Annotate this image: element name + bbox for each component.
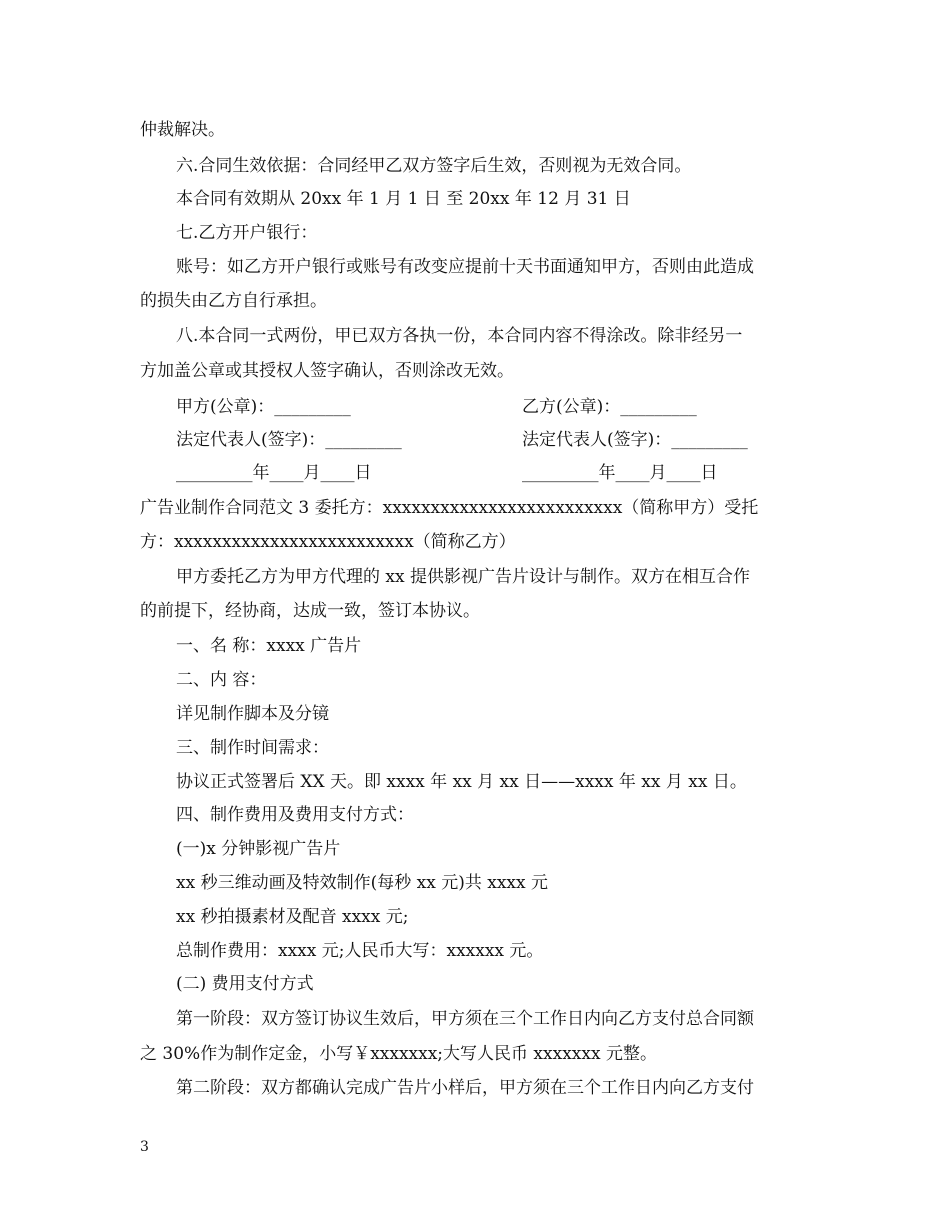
paragraph-line: xx 秒拍摄素材及配音 xxxx 元;	[176, 907, 409, 927]
paragraph-line: 的前提下，经协商，达成一致，签订本协议。	[140, 601, 480, 621]
paragraph-line: 方加盖公章或其授权人签字确认，否则涂改无效。	[140, 361, 514, 381]
party-b-date: _________年____月____日	[522, 463, 718, 483]
paragraph-line: 的损失由乙方自行承担。	[140, 291, 327, 311]
paragraph-line: (一)x 分钟影视广告片	[176, 839, 341, 859]
paragraph-line: 第一阶段：双方签订协议生效后，甲方须在三个工作日内向乙方支付总合同额	[176, 1009, 754, 1029]
page-number: 3	[140, 1139, 149, 1155]
paragraph-line: 七.乙方开户银行：	[176, 223, 318, 243]
clause-fees: 四、制作费用及费用支付方式：	[176, 805, 414, 825]
clause-content: 二、内 容：	[176, 670, 267, 690]
paragraph-line: 第二阶段：双方都确认完成广告片小样后，甲方须在三个工作日内向乙方支付	[176, 1078, 754, 1098]
paragraph-line: 账号：如乙方开户银行或账号有改变应提前十天书面通知甲方，否则由此造成	[176, 257, 754, 277]
contract-heading-line: 广告业制作合同范文 3 委托方：xxxxxxxxxxxxxxxxxxxxxxxxx（简称甲方）受托	[140, 498, 759, 518]
paragraph-line: 六.合同生效依据：合同经甲乙双方签字后生效，否则视为无效合同。	[176, 156, 692, 176]
paragraph-line: 总制作费用：xxxx 元;人民币大写：xxxxxx 元。	[176, 941, 544, 961]
paragraph-line: 八.本合同一式两份，甲已双方各执一份，本合同内容不得涂改。除非经另一	[176, 326, 743, 346]
paragraph-line: 详见制作脚本及分镜	[176, 704, 329, 724]
signature-row-rep	[176, 429, 816, 451]
signature-row-date	[176, 462, 816, 484]
party-a-date: _________年____月____日	[176, 463, 372, 483]
paragraph-line: 仲裁解决。	[140, 120, 225, 140]
paragraph-line: 甲方委托乙方为甲方代理的 xx 提供影视广告片设计与制作。双方在相互合作	[176, 567, 750, 587]
party-a-rep: 法定代表人(签字)：_________	[176, 430, 402, 450]
paragraph-line: 方：xxxxxxxxxxxxxxxxxxxxxxxxx（简称乙方）	[140, 532, 516, 552]
party-b-seal: 乙方(公章)：_________	[522, 397, 697, 417]
paragraph-line: 之 30%作为制作定金，小写￥xxxxxxx;大写人民币 xxxxxxx 元整。	[140, 1044, 657, 1064]
signature-row-seal	[176, 396, 816, 418]
paragraph-line: (二) 费用支付方式	[176, 974, 314, 994]
paragraph-line: xx 秒三维动画及特效制作(每秒 xx 元)共 xxxx 元	[176, 873, 548, 893]
paragraph-line: 协议正式签署后 XX 天。即 xxxx 年 xx 月 xx 日——xxxx 年 xx 月 xx 日。	[176, 772, 747, 792]
party-a-seal: 甲方(公章)：_________	[176, 397, 351, 417]
clause-time: 三、制作时间需求：	[176, 738, 329, 758]
clause-name: 一、名 称：xxxx 广告片	[176, 636, 362, 656]
paragraph-line: 本合同有效期从 20xx 年 1 月 1 日 至 20xx 年 12 月 31 日	[176, 189, 631, 209]
party-b-rep: 法定代表人(签字)：_________	[522, 430, 748, 450]
